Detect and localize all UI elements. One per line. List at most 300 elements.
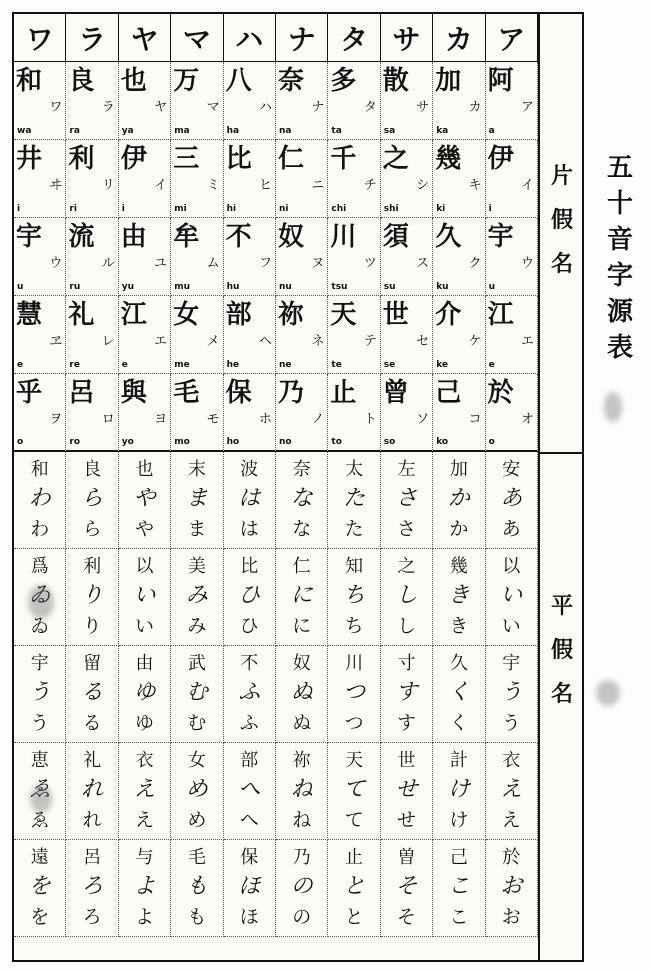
source-kanji: 江: [120, 300, 147, 330]
cursive-form: し: [395, 583, 418, 609]
cursive-form: お: [500, 874, 523, 900]
source-kanji: 加: [449, 458, 468, 480]
katakana-cell: [224, 296, 276, 374]
source-kanji: 安: [502, 458, 521, 480]
cursive-form: わ: [28, 486, 51, 512]
cursive-form: を: [28, 874, 51, 900]
hiragana-char: う: [30, 712, 50, 735]
hiragana-char: け: [449, 809, 469, 832]
source-kanji: 伊: [120, 144, 147, 174]
cursive-form: え: [500, 777, 523, 803]
romanization: mu: [174, 282, 190, 292]
hiragana-char: ぬ: [292, 712, 312, 735]
source-kanji: 阿: [487, 66, 514, 96]
source-kanji: 世: [397, 749, 416, 771]
hiragana-cell: [276, 646, 328, 743]
source-kanji: 以: [502, 555, 521, 577]
katakana-char: ム: [206, 256, 220, 271]
cursive-form: ふ: [238, 680, 261, 706]
hiragana-cell: [224, 549, 276, 646]
katakana-char: ナ: [311, 100, 325, 115]
romanization: ki: [436, 204, 446, 214]
cursive-form: ら: [81, 486, 104, 512]
hiragana-char: き: [449, 615, 469, 638]
cursive-form: り: [81, 583, 104, 609]
source-kanji: 江: [487, 300, 514, 330]
cursive-form: ほ: [238, 874, 261, 900]
cursive-form: に: [290, 583, 313, 609]
source-kanji: 遠: [30, 846, 49, 868]
katakana-char: テ: [363, 334, 377, 349]
source-kanji: 部: [240, 749, 259, 771]
cursive-form: き: [447, 583, 470, 609]
source-kanji: 毛: [187, 846, 206, 868]
source-kanji: 川: [330, 222, 357, 252]
romanization: ru: [69, 282, 81, 292]
side-label-column: [538, 14, 582, 960]
source-kanji: 須: [382, 222, 409, 252]
source-kanji: 呂: [68, 378, 95, 408]
scan-smudge: [28, 585, 54, 619]
hiragana-char: り: [82, 615, 102, 638]
katakana-char: マ: [206, 100, 220, 115]
hiragana-cell: [171, 840, 223, 937]
romanization: shi: [383, 204, 399, 214]
page-title: 五 十 音 字 源 表: [606, 153, 633, 363]
romanization: ya: [121, 126, 134, 136]
romanization: se: [383, 360, 396, 370]
source-kanji: 乃: [292, 846, 311, 868]
source-kanji: 奴: [278, 222, 305, 252]
hiragana-cell: [119, 646, 171, 743]
katakana-char: ヨ: [154, 412, 168, 427]
katakana-cell: [381, 140, 433, 218]
hiragana-cell: [486, 743, 538, 840]
romanization: ke: [436, 360, 449, 370]
romanization: e: [488, 360, 495, 370]
source-kanji: 乃: [278, 378, 305, 408]
source-kanji: 計: [449, 749, 468, 771]
kana-origin-table: [12, 12, 584, 962]
source-kanji: 曾: [382, 378, 409, 408]
source-kanji: 三: [173, 144, 200, 174]
hiragana-cell: [14, 646, 66, 743]
katakana-cell: [171, 140, 223, 218]
katakana-char: ト: [363, 412, 377, 427]
source-kanji: 乎: [16, 378, 43, 408]
hiragana-cell: [433, 452, 485, 549]
romanization: su: [383, 282, 396, 292]
katakana-cell: [224, 218, 276, 296]
cursive-form: へ: [238, 777, 261, 803]
source-kanji: 与: [135, 846, 154, 868]
source-kanji: 天: [345, 749, 364, 771]
hiragana-cell: [66, 452, 118, 549]
hiragana-char: の: [292, 906, 312, 929]
hiragana-cell: [224, 452, 276, 549]
hiragana-char: お: [501, 906, 521, 929]
katakana-cell: [119, 218, 171, 296]
source-kanji: 流: [68, 222, 95, 252]
romanization: ka: [436, 126, 449, 136]
source-kanji: 天: [330, 300, 357, 330]
hiragana-char: て: [344, 809, 364, 832]
hiragana-char: ふ: [239, 712, 259, 735]
katakana-char: エ: [154, 334, 168, 349]
katakana-cell: [328, 218, 380, 296]
katakana-char: キ: [468, 178, 482, 193]
source-kanji: 也: [120, 66, 147, 96]
hiragana-char: は: [239, 518, 259, 541]
cursive-form: か: [447, 486, 470, 512]
katakana-char: ヒ: [258, 178, 272, 193]
source-kanji: 恵: [30, 749, 49, 771]
hiragana-cell: [381, 743, 433, 840]
katakana-cell: [276, 374, 328, 452]
source-kanji: 良: [83, 458, 102, 480]
romanization: to: [331, 437, 342, 447]
column-header: タ: [328, 14, 380, 62]
hiragana-cell: [328, 549, 380, 646]
romanization: he: [226, 360, 240, 370]
source-kanji: 末: [187, 458, 206, 480]
hiragana-char: な: [292, 518, 312, 541]
katakana-cell: [119, 374, 171, 452]
hiragana-char: み: [187, 615, 207, 638]
scan-smudge: [596, 680, 620, 706]
cursive-form: い: [500, 583, 523, 609]
hiragana-label: 平 假 名: [550, 593, 573, 707]
cursive-form: い: [133, 583, 156, 609]
hiragana-cell: [66, 743, 118, 840]
source-kanji: 曽: [397, 846, 416, 868]
romanization: u: [488, 282, 496, 292]
hiragana-cell: [381, 840, 433, 937]
source-kanji: 毛: [173, 378, 200, 408]
source-kanji: 比: [240, 555, 259, 577]
source-kanji: 加: [435, 66, 462, 96]
source-kanji: 千: [330, 144, 357, 174]
source-kanji: 不: [240, 652, 259, 674]
hiragana-char: と: [344, 906, 364, 929]
table-grid: [14, 14, 538, 960]
hiragana-cell: [171, 452, 223, 549]
katakana-char: ロ: [101, 412, 115, 427]
hiragana-cell: [433, 840, 485, 937]
katakana-cell: [66, 296, 118, 374]
katakana-cell: [276, 218, 328, 296]
katakana-char: ヌ: [311, 256, 325, 271]
katakana-cell: [486, 62, 538, 140]
romanization: i: [121, 204, 125, 214]
source-kanji: 保: [240, 846, 259, 868]
katakana-char: ケ: [468, 334, 482, 349]
cursive-form: ま: [185, 486, 208, 512]
source-kanji: 留: [83, 652, 102, 674]
katakana-char: ソ: [416, 412, 430, 427]
column-header: サ: [381, 14, 433, 62]
source-kanji: 也: [135, 458, 154, 480]
hiragana-cell: [66, 549, 118, 646]
katakana-cell: [276, 62, 328, 140]
hiragana-char: え: [501, 809, 521, 832]
source-kanji: 由: [135, 652, 154, 674]
source-kanji: 由: [120, 222, 147, 252]
katakana-cell: [433, 374, 485, 452]
katakana-cell: [433, 140, 485, 218]
hiragana-char: い: [501, 615, 521, 638]
cursive-form: と: [343, 874, 366, 900]
katakana-cell: [328, 62, 380, 140]
scan-smudge: [30, 785, 52, 813]
katakana-cell: [276, 296, 328, 374]
source-kanji: 宇: [502, 652, 521, 674]
hiragana-char: こ: [449, 906, 469, 929]
katakana-char: ニ: [311, 178, 325, 193]
hiragana-char: ね: [292, 809, 312, 832]
katakana-cell: [486, 140, 538, 218]
hiragana-cell: [381, 452, 433, 549]
source-kanji: 介: [435, 300, 462, 330]
katakana-cell: [119, 62, 171, 140]
katakana-cell: [171, 62, 223, 140]
source-kanji: 之: [382, 144, 409, 174]
cursive-form: な: [290, 486, 313, 512]
column-header: ワ: [14, 14, 66, 62]
cursive-form: け: [447, 777, 470, 803]
cursive-form: さ: [395, 486, 418, 512]
source-kanji: 女: [187, 749, 206, 771]
hiragana-char: ゐ: [30, 615, 50, 638]
katakana-char: イ: [520, 178, 534, 193]
romanization: hi: [226, 204, 237, 214]
katakana-char: ヱ: [49, 334, 63, 349]
source-kanji: 於: [487, 378, 514, 408]
romanization: e: [121, 360, 128, 370]
romanization: sa: [383, 126, 396, 136]
column-header: カ: [433, 14, 485, 62]
cursive-form: う: [28, 680, 51, 706]
romanization: chi: [331, 204, 347, 214]
column-header: マ: [171, 14, 223, 62]
hiragana-char: う: [501, 712, 521, 735]
katakana-cell: [171, 374, 223, 452]
source-kanji: 八: [225, 66, 252, 96]
source-kanji: 女: [173, 300, 200, 330]
cursive-form: ゐ: [28, 583, 51, 609]
source-kanji: 伊: [487, 144, 514, 174]
source-kanji: 呂: [83, 846, 102, 868]
katakana-cell: [486, 296, 538, 374]
romanization: yu: [121, 282, 135, 292]
katakana-char: モ: [206, 412, 220, 427]
cursive-form: ひ: [238, 583, 261, 609]
katakana-char: ツ: [363, 256, 377, 271]
romanization: wa: [17, 126, 32, 136]
source-kanji: 和: [16, 66, 43, 96]
cursive-form: ね: [290, 777, 313, 803]
source-kanji: 衣: [502, 749, 521, 771]
katakana-char: セ: [416, 334, 430, 349]
romanization: ho: [226, 437, 240, 447]
cursive-form: め: [185, 777, 208, 803]
hiragana-char: る: [82, 712, 102, 735]
katakana-cell: [224, 140, 276, 218]
hiragana-char: す: [396, 712, 416, 735]
katakana-cell: [381, 374, 433, 452]
hiragana-cell: [119, 743, 171, 840]
hiragana-cell: [276, 452, 328, 549]
katakana-char: ノ: [311, 412, 325, 427]
hiragana-char: ち: [344, 615, 364, 638]
cursive-form: え: [133, 777, 156, 803]
katakana-cell: [433, 62, 485, 140]
hiragana-char: に: [292, 615, 312, 638]
hiragana-char: へ: [239, 809, 259, 832]
katakana-cell: [119, 296, 171, 374]
source-kanji: 己: [449, 846, 468, 868]
source-kanji: 宇: [30, 652, 49, 674]
katakana-cell: [171, 218, 223, 296]
source-kanji: 仁: [292, 555, 311, 577]
katakana-cell: [486, 374, 538, 452]
katakana-cell: [171, 296, 223, 374]
romanization: me: [174, 360, 190, 370]
katakana-cell: [66, 140, 118, 218]
katakana-cell: [119, 140, 171, 218]
hiragana-char: ま: [187, 518, 207, 541]
hiragana-cell: [119, 840, 171, 937]
hiragana-cell: [486, 549, 538, 646]
column-header: ア: [486, 14, 538, 62]
katakana-char: ミ: [206, 178, 220, 193]
katakana-char: ヤ: [154, 100, 168, 115]
romanization: ni: [279, 204, 289, 214]
source-kanji: 利: [68, 144, 95, 174]
romanization: ra: [69, 126, 80, 136]
hiragana-char: よ: [134, 906, 154, 929]
katakana-cell: [66, 62, 118, 140]
hiragana-cell: [433, 743, 485, 840]
source-kanji: 保: [225, 378, 252, 408]
source-kanji: 與: [120, 378, 147, 408]
hiragana-char: く: [449, 712, 469, 735]
source-kanji: 太: [345, 458, 364, 480]
hiragana-cell: [224, 743, 276, 840]
hiragana-cell: [224, 840, 276, 937]
cursive-form: ろ: [81, 874, 104, 900]
katakana-char: ウ: [49, 256, 63, 271]
romanization: mo: [174, 437, 190, 447]
source-kanji: 久: [449, 652, 468, 674]
hiragana-char: ひ: [239, 615, 259, 638]
cursive-form: ぬ: [290, 680, 313, 706]
hiragana-char: か: [449, 518, 469, 541]
source-kanji: 宇: [16, 222, 43, 252]
katakana-char: ア: [520, 100, 534, 115]
hiragana-char: ゆ: [134, 712, 154, 735]
cursive-form: く: [447, 680, 470, 706]
column-header: ハ: [224, 14, 276, 62]
romanization: e: [17, 360, 24, 370]
hiragana-char: え: [134, 809, 154, 832]
cursive-form: や: [133, 486, 156, 512]
hiragana-char: わ: [30, 518, 50, 541]
hiragana-char: い: [134, 615, 154, 638]
source-kanji: 奈: [278, 66, 305, 96]
hiragana-cell: [433, 549, 485, 646]
source-kanji: 武: [187, 652, 206, 674]
hiragana-cell: [486, 646, 538, 743]
katakana-char: レ: [101, 334, 115, 349]
katakana-char: カ: [468, 100, 482, 115]
katakana-char: メ: [206, 334, 220, 349]
source-kanji: 以: [135, 555, 154, 577]
hiragana-cell: [276, 840, 328, 937]
cursive-form: の: [290, 874, 313, 900]
hiragana-cell: [119, 452, 171, 549]
cursive-form: う: [500, 680, 523, 706]
romanization: nu: [279, 282, 292, 292]
katakana-char: ス: [416, 256, 430, 271]
cursive-form: も: [185, 874, 208, 900]
katakana-char: ネ: [311, 334, 325, 349]
katakana-cell: [486, 218, 538, 296]
katakana-char: ホ: [258, 412, 272, 427]
romanization: mi: [174, 204, 187, 214]
cursive-form: こ: [447, 874, 470, 900]
katakana-char: ヲ: [49, 412, 63, 427]
source-kanji: 己: [435, 378, 462, 408]
katakana-char: サ: [416, 100, 430, 115]
katakana-cell: [381, 218, 433, 296]
hiragana-char: さ: [396, 518, 416, 541]
source-kanji: 和: [30, 458, 49, 480]
hiragana-char: ほ: [239, 906, 259, 929]
source-kanji: 部: [225, 300, 252, 330]
source-kanji: 多: [330, 66, 357, 96]
katakana-char: タ: [363, 100, 377, 115]
katakana-char: ル: [101, 256, 115, 271]
source-kanji: 美: [187, 555, 206, 577]
source-kanji: 奴: [292, 652, 311, 674]
katakana-char: ヘ: [258, 334, 272, 349]
hiragana-cell: [328, 743, 380, 840]
hiragana-cell: [381, 646, 433, 743]
cursive-form: ゑ: [28, 777, 51, 803]
cursive-form: つ: [343, 680, 366, 706]
katakana-char: シ: [416, 178, 430, 193]
hiragana-char: ゑ: [30, 809, 50, 832]
katakana-cell: [328, 140, 380, 218]
column-header: ナ: [276, 14, 328, 62]
hiragana-cell: [328, 840, 380, 937]
source-kanji: 於: [502, 846, 521, 868]
romanization: i: [488, 204, 492, 214]
source-kanji: 久: [435, 222, 462, 252]
source-kanji: 川: [345, 652, 364, 674]
romanization: u: [17, 282, 24, 292]
romanization: o: [488, 437, 495, 447]
hiragana-cell: [381, 549, 433, 646]
romanization: i: [17, 204, 21, 214]
katakana-cell: [224, 374, 276, 452]
katakana-char: ラ: [101, 100, 115, 115]
cursive-form: あ: [500, 486, 523, 512]
hiragana-cell: [276, 743, 328, 840]
hiragana-cell: [486, 840, 538, 937]
romanization: o: [17, 437, 24, 447]
